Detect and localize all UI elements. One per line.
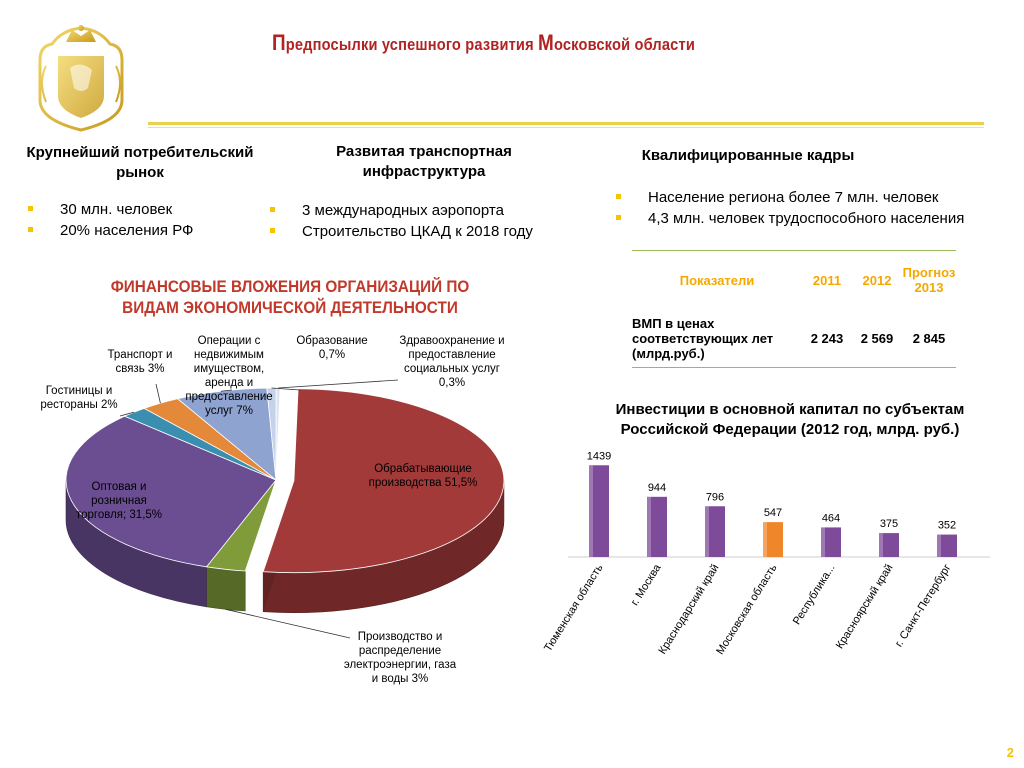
list-item: Строительство ЦКАД к 2018 году [270,221,580,242]
bar-value-label: 796 [705,491,725,504]
bar-highlight [821,527,825,557]
header-divider-thin [148,127,984,128]
pie-label: Транспорт и связь 3% [107,349,173,375]
bar-category-label: Красноярский край [833,562,896,652]
bar-category-label: Республика... [790,562,838,627]
bar-value-label: 944 [647,481,667,494]
bar-value-label: 352 [937,519,957,532]
bar-highlight [589,465,593,557]
bar-category-label: г. Санкт-Петербург [892,562,954,650]
table-header-cell: Прогноз 2013 [902,265,956,295]
pie-label: Операции с недвижимым имуществом, аренда и предоставление услуг 7% [185,335,273,417]
bar-category-label: г. Москва [628,562,664,608]
transport-list [270,200,580,242]
market-list [28,199,258,241]
list-item: 4,3 млн. человек трудоспособного населения [616,208,1016,229]
bar-highlight [705,506,709,557]
bar-highlight [647,497,651,557]
table-cell: 2 243 [810,330,844,346]
table-header-cell: Показатели [679,272,755,288]
pie-label: Производство и распределение электроэнергии, газа и воды 3% [343,631,457,685]
table-header-cell: 2012 [862,272,892,288]
bar-chart-title: Инвестиции в основной капитал по субъектам Российской Федерации (2012 год, млрд. руб.) [615,401,965,438]
pie-chart-title: ФИНАНСОВЫЕ ВЛОЖЕНИЯ ОРГАНИЗАЦИЙ ПО ВИДАМ ЭКОНОМИЧЕСКОЙ ДЕЯТЕЛЬНОСТИ [110,277,470,317]
table-row [632,309,956,367]
pie-leader-line [278,380,398,388]
table-cell: 2 845 [912,330,946,346]
bar-category-label: Московская область [714,562,780,657]
indicator-table [632,250,956,368]
bar-chart [542,440,1000,670]
bar-category-label: Тюменская область [542,562,606,654]
pie-slice-side [206,567,245,611]
bar-value-label: 375 [879,518,899,531]
pie-leader-line [226,609,350,638]
table-header-row [632,251,956,309]
bar-highlight [763,522,767,557]
list-item: 30 млн. человек [28,199,258,220]
bar-category-label: Краснодарский край [656,562,722,657]
staff-list [616,187,1016,229]
pie-label: Обрабатывающие производства 51,5% [368,463,478,489]
bar-value-label: 1439 [586,450,612,463]
transport-heading: Развитая транспортная инфраструктура [336,143,512,180]
bar-value-label: 464 [821,512,841,525]
bar-highlight [879,533,883,557]
pie-label: Гостиницы и рестораны 2% [40,385,118,411]
coat-of-arms-emblem [32,22,130,132]
pie-leader-line [156,384,160,403]
list-item: 3 международных аэропорта [270,200,580,221]
market-heading: Крупнейший потребительский рынок [26,144,254,181]
page-title: Предпосылки успешного развития Московской области [272,30,695,55]
pie-label: Здравоохранение и предоставление социальных услуг 0,3% [399,335,505,389]
table-cell: ВМП в ценах соответствующих лет (млрд.руб.) [632,315,774,361]
list-item: 20% населения РФ [28,220,258,241]
staff-heading: Квалифицированные кадры [641,147,855,164]
header-divider [148,122,984,125]
table-cell: 2 569 [860,330,894,346]
pie-label: Оптовая и розничная торговля; 31,5% [75,481,163,521]
bar-value-label: 547 [763,507,783,520]
list-item: Население региона более 7 млн. человек [616,187,1016,208]
table-header-cell: 2011 [812,272,842,288]
pie-label: Образование 0,7% [296,335,368,361]
bar-highlight [937,535,941,557]
page-number: 2 [1006,745,1014,760]
